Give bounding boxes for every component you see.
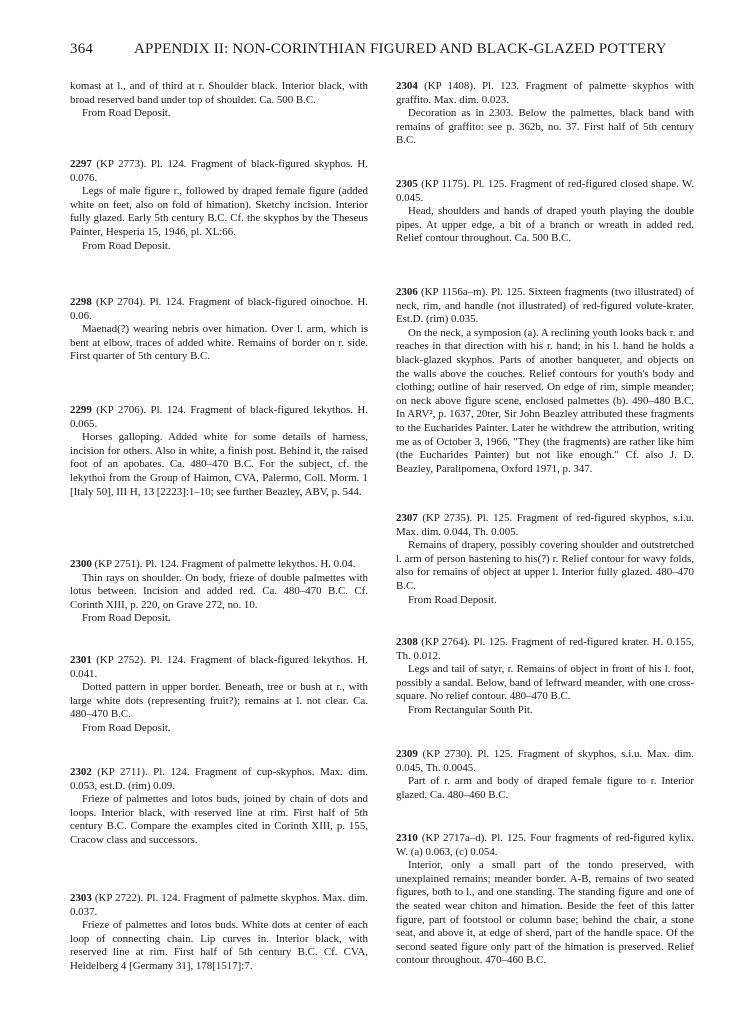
entry-provenance: From Road Deposit.	[82, 107, 171, 120]
entry-heading: (KP 1156a–m). Pl. 125. Sixteen fragments (two illustrated) of neck, rim, and handle (not illustrated) of red-figured volute-krater. Est.D. (rim) 0.035.	[396, 286, 694, 326]
catalog-number: 2298	[70, 296, 92, 308]
catalog-number: 2305	[396, 178, 418, 190]
catalog-entry-2297	[70, 158, 368, 253]
entry-body: Decoration as in 2303. Below the palmettes, black band with remains of graffito: see p. 362b, no. 37. First half of 5th century B.C.	[396, 107, 694, 147]
entry-heading: (KP 2751). Pl. 124. Fragment of palmette lekythos. H. 0.04.	[94, 558, 356, 570]
catalog-entry-2307	[396, 512, 694, 607]
catalog-number: 2306	[396, 286, 418, 298]
catalog-number: 2309	[396, 748, 418, 760]
entry-body: Dotted pattern in upper border. Beneath, tree or bush at r., with large white dots (representing fruit?); remains at l. not clear. Ca. 480–470 B.C.	[70, 681, 368, 721]
catalog-number: 2307	[396, 512, 418, 524]
catalog-number: 2308	[396, 636, 418, 648]
page-number: 364	[70, 41, 94, 57]
catalog-number: 2304	[396, 80, 418, 92]
entry-provenance: From Road Deposit.	[82, 239, 171, 252]
catalog-entry-2309	[396, 748, 694, 802]
catalog-entry-2301	[70, 654, 368, 736]
entry-provenance: From Road Deposit.	[82, 721, 171, 734]
catalog-number: 2297	[70, 158, 92, 170]
entry-provenance: From Road Deposit.	[82, 612, 171, 625]
continued-entry	[70, 80, 368, 121]
entry-heading: (KP 1175). Pl. 125. Fragment of red-figured closed shape. W. 0.045.	[396, 178, 694, 204]
entry-body: Head, shoulders and hands of draped youth playing the double pipes. At upper edge, a bit of a branch or wreath in added red. Relief contour throughout. Ca. 500 B.C.	[396, 205, 694, 245]
entry-heading: (KP 2717a–d). Pl. 125. Four fragments of red-figured kylix. W. (a) 0.063, (c) 0.054.	[396, 832, 694, 858]
catalog-number: 2303	[70, 892, 92, 904]
entry-body: Maenad(?) wearing nebris over himation. Over l. arm, which is bent at elbow, traces of added white. Remains of border on r. side. First quarter of 5th century B.C.	[70, 323, 368, 363]
catalog-entry-2300	[70, 558, 368, 626]
catalog-entry-2299	[70, 404, 368, 499]
catalog-entry-2305	[396, 178, 694, 246]
entry-body: Legs of male figure r., followed by draped female figure (added white on feet, also on fold of himation). Sketchy incision. Interior fully glazed. Early 5th century B.C. Cf. the skyphos by the Theseus Painter, Hesperia 15, 1946, pl. XL:66.	[70, 185, 368, 238]
entry-body: Part of r. arm and body of draped female figure to r. Interior glazed. Ca. 480–460 B.C.	[396, 775, 694, 801]
entry-heading: (KP 2704). Pl. 124. Fragment of black-figured oinochoe. H. 0.06.	[70, 296, 368, 322]
catalog-entry-2302	[70, 766, 368, 848]
catalog-number: 2310	[396, 832, 418, 844]
catalog-entry-2306	[396, 286, 694, 476]
catalog-entry-2304	[396, 80, 694, 148]
catalog-entry-2298	[70, 296, 368, 364]
entry-body: Frieze of palmettes and lotos buds. White dots at center of each loop of connecting chain. Lip curves in. Interior black, with reserved line at rim. First half of 5th century B.C. Cf. CVA, Heidelberg 4 [Germany 31], 178[1517]:7.	[70, 919, 368, 972]
entry-provenance: From Road Deposit.	[408, 593, 497, 606]
entry-heading: (KP 2730). Pl. 125. Fragment of skyphos, s.i.u. Max. dim. 0.045, Th. 0.0045.	[396, 748, 694, 774]
running-head	[70, 41, 690, 63]
running-title: APPENDIX II: NON-CORINTHIAN FIGURED AND BLACK-GLAZED POTTERY	[134, 41, 667, 57]
catalog-number: 2302	[70, 766, 92, 778]
catalog-number: 2301	[70, 654, 92, 666]
entry-heading: (KP 2711). Pl. 124. Fragment of cup-skyphos. Max. dim. 0.053, est.D. (rim) 0.09.	[70, 766, 368, 792]
entry-heading: (KP 1408). Pl. 123. Fragment of palmette skyphos with graffito. Max. dim. 0.023.	[396, 80, 694, 106]
catalog-number: 2299	[70, 404, 92, 416]
entry-provenance: From Rectangular South Pit.	[408, 703, 533, 716]
entry-body: komast at l., and of third at r. Shoulder black. Interior black, with broad reserved band under top of shoulder. Ca. 500 B.C.	[70, 80, 368, 106]
entry-heading: (KP 2735). Pl. 125. Fragment of red-figured skyphos, s.i.u. Max. dim. 0.044, Th. 0.005.	[396, 512, 694, 538]
catalog-entry-2308	[396, 636, 694, 718]
entry-heading: (KP 2752). Pl. 124. Fragment of black-figured lekythos. H. 0.041.	[70, 654, 368, 680]
entry-body: Frieze of palmettes and lotos buds, joined by chain of dots and loops. Interior black, with reserved line at rim. First half of 5th century B.C. Compare the examples cited in Corinth XIII, p. 155, Cracow class and successors.	[70, 793, 368, 846]
entry-body: Thin rays on shoulder. On body, frieze of double palmettes with lotus between. Incision and added red. Ca. 480–470 B.C. Cf. Corinth XIII, p. 220, on Grave 272, no. 10.	[70, 571, 368, 611]
entry-heading: (KP 2722). Pl. 124. Fragment of palmette skyphos. Max. dim. 0.037.	[70, 892, 368, 918]
entry-body: Horses galloping. Added white for some details of harness, incision for others. Also in white, a finish post. Behind it, the raised foot of an apobates. Ca. 480–470 B.C. For the subject, cf. the lekythoi from the Group of Haimon, CVA, Palermo, Coll. Morm. 1 [Italy 50], III H, 13 [2223]:1–10; see further Beazley, ABV, p. 544.	[70, 431, 368, 498]
entry-body: Legs and tail of satyr, r. Remains of object in front of his l. foot, possibly a sandal. Below, band of leftward meander, with one cross-square. No relief contour. 480–470 B.C.	[396, 663, 694, 703]
entry-heading: (KP 2773). Pl. 124. Fragment of black-figured skyphos. H. 0.076.	[70, 158, 368, 184]
catalog-entry-2310	[396, 832, 694, 968]
entry-body: Interior, only a small part of the tondo preserved, with unexplained remains; meander border. A-B, remains of two seated figures, both to l., and one standing. The standing figure and one of the seated wear chiton and himation. Beside the feet of this latter figure, part of footstool or column base; behind the chair, a stone seat, and above it, at edge of sherd, part of the handle space. Of the second seated figure only part of the himation is preserved. Relief contour throughout. 470–460 B.C.	[396, 859, 694, 967]
catalog-number: 2300	[70, 558, 92, 570]
entry-heading: (KP 2706). Pl. 124. Fragment of black-figured lekythos. H. 0.065.	[70, 404, 368, 430]
entry-body: On the neck, a symposion (a). A reclining youth looks back r. and reaches in that direction with his r. hand; in his l. hand he holds a black-glazed skyphos. Parts of another banqueter, and objects on the walls above the couches. Relief contours for youth's body and clothing; outline of hair reserved. On edge of rim, simple meander; on neck above figure scene, enclosed palmettes (b). 490–480 B.C. In ARV², p. 1637, 20ter, Sir John Beazley attributed these fragments to the Eucharides Painter. Later he withdrew the attribution, writing me as of October 3, 1966, "They (the fragments) are rather like him (the Eucharides Painter) but not like enough." Cf. also J. D. Beazley, Paralipomena, Oxford 1971, p. 347.	[396, 326, 694, 475]
entry-heading: (KP 2764). Pl. 125. Fragment of red-figured krater. H. 0.155, Th. 0.012.	[396, 636, 694, 662]
catalog-entry-2303	[70, 892, 368, 974]
entry-body: Remains of drapery, possibly covering shoulder and outstretched l. arm of person hastening to his(?) r. Relief contour for wavy folds, also for remains of object at upper l. Interior fully glazed. 480–470 B.C.	[396, 539, 694, 592]
